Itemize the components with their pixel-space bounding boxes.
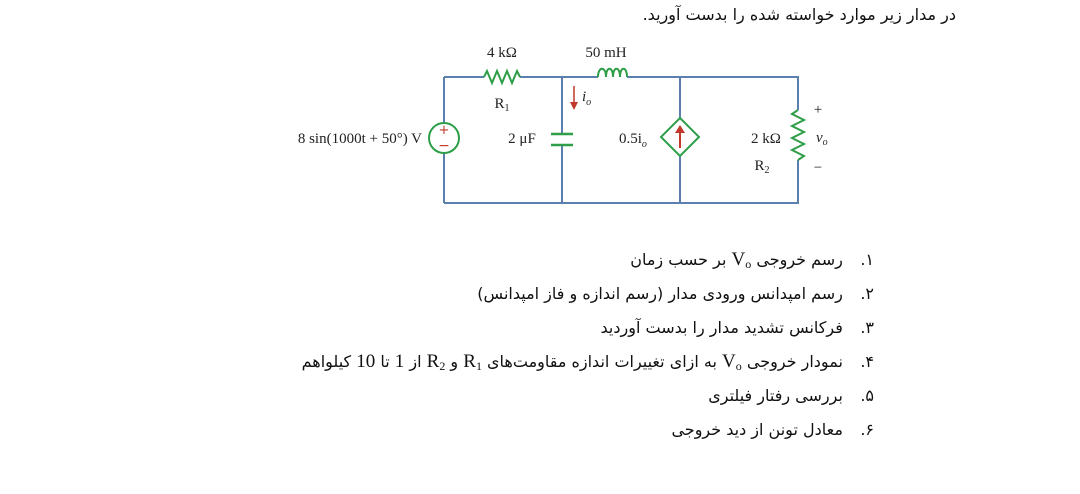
capacitor-value: 2 μF [508, 131, 536, 147]
problem-instruction: در مدار زیر موارد خواسته شده را بدست آورید. [642, 5, 956, 24]
circuit-diagram [0, 0, 1080, 240]
voltage-source [429, 123, 459, 154]
inductor [598, 69, 627, 77]
current-arrow [570, 86, 578, 110]
down-arrow-icon [570, 102, 578, 110]
resistor-r1 [484, 71, 520, 83]
source-plus-sign: + [438, 123, 450, 138]
wire-top-right [627, 77, 798, 110]
task-item: ۳. فرکانس تشدید مدار را بدست آوردید [600, 318, 874, 337]
r2-value: 2 kΩ [751, 131, 781, 147]
resistor-r2 [792, 110, 804, 160]
wire-bottom [444, 160, 798, 203]
source-minus-sign: − [438, 138, 450, 154]
task-item: ۴. نمودار خروجی $V_o$ به ازای تغییرات اندازه مقاومت‌های $R_1$ و $R_2$ از 1 تا 10 کیلواهم [301, 351, 874, 373]
task-item: ۲. رسم امپدانس ورودی مدار (رسم اندازه و فاز امپدانس) [477, 284, 874, 303]
r2-label: $R_2$ [754, 158, 770, 176]
capacitor [551, 134, 573, 145]
task-item: ۶. معادل تونن از دید خروجی [671, 420, 874, 439]
dependent-source-label: $0.5i_o$ [619, 131, 647, 150]
current-label: $i_o$ [582, 89, 592, 108]
source-label: 8 sin(1000t + 50°) V [297, 131, 422, 147]
task-item: ۱. رسم خروجی $V_o$ بر حسب زمان [630, 249, 874, 271]
dependent-current-source [661, 118, 699, 156]
task-item: ۵. بررسی رفتار فیلتری [708, 386, 874, 405]
vo-label: $v_o$ [816, 130, 828, 148]
vo-plus-sign: + [813, 102, 823, 118]
inductor-value: 50 mH [585, 45, 627, 61]
task-list [302, 244, 874, 448]
r1-value: 4 kΩ [487, 45, 517, 61]
r1-label: $R_1$ [494, 96, 510, 114]
vo-minus-sign: − [813, 160, 823, 176]
